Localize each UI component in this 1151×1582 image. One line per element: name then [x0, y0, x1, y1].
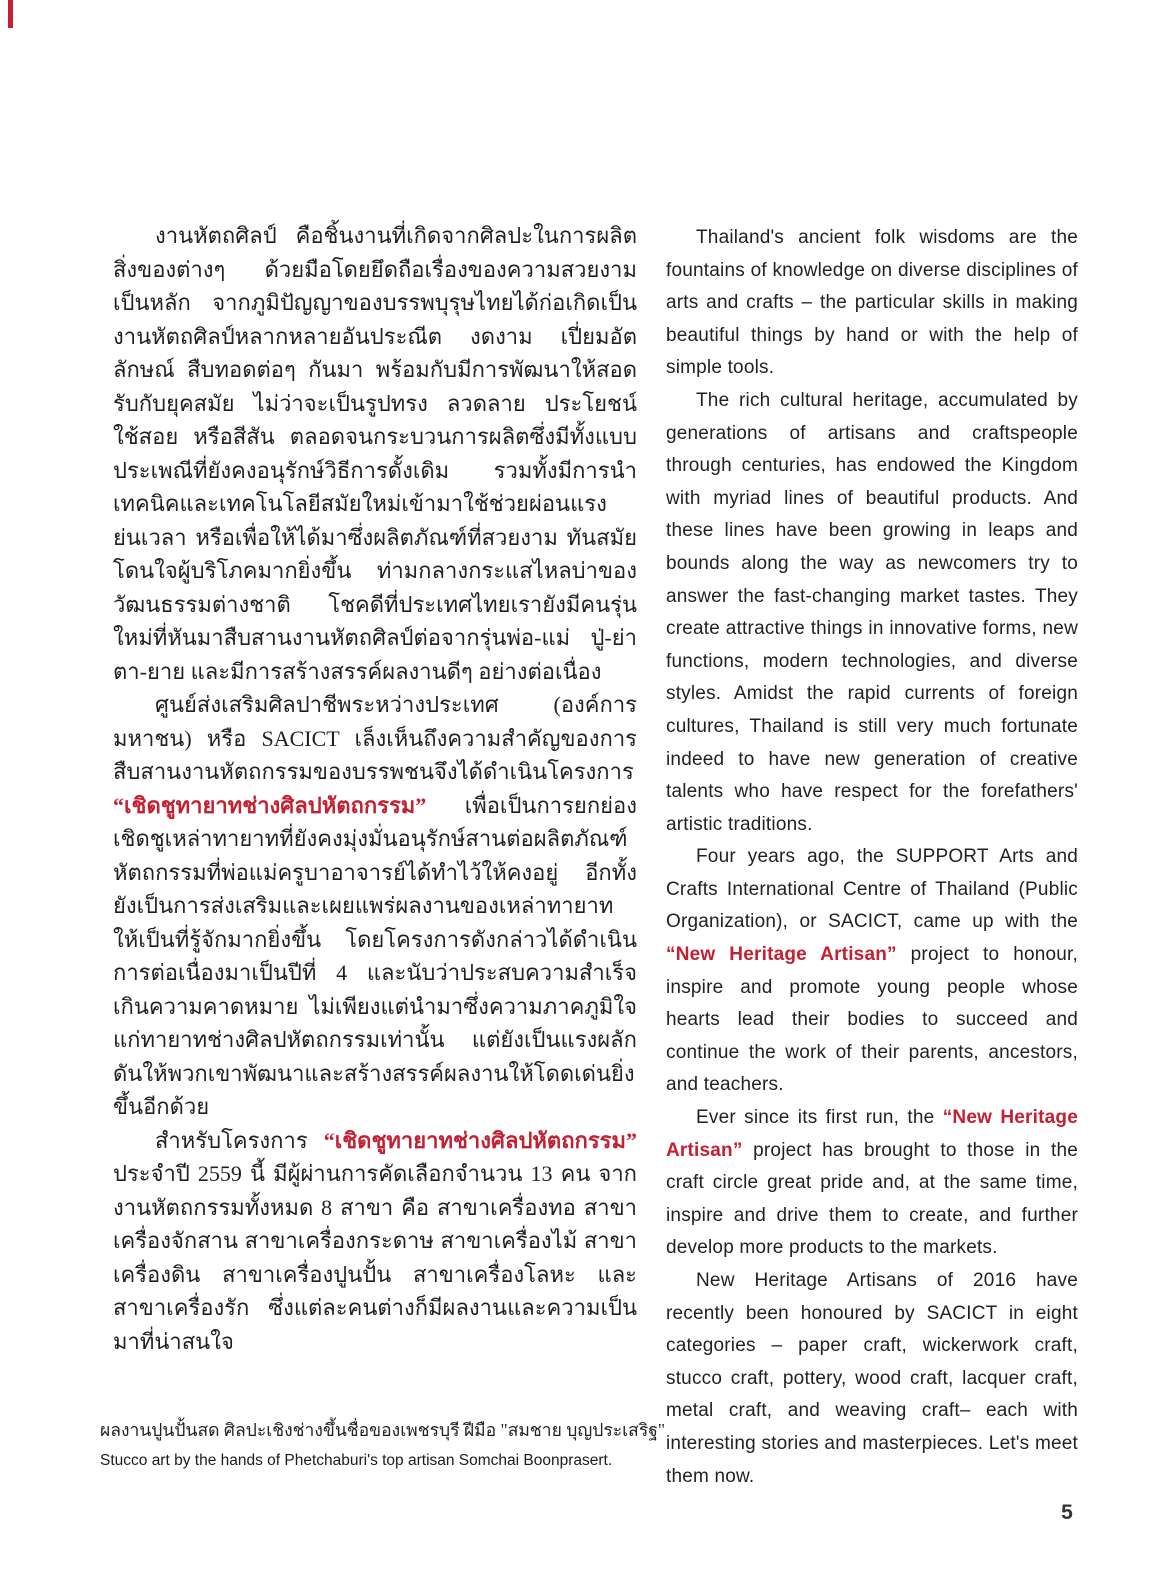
- english-column: [666, 222, 1078, 1493]
- paragraph: [666, 385, 1078, 841]
- text-segment: สำหรับโครงการ: [155, 1127, 324, 1153]
- paragraph: [666, 841, 1078, 1102]
- caption-thai: ผลงานปูนปั้นสด ศิลปะเชิงช่างขึ้นชื่อของเพชรบุรี ฝีมือ "สมชาย บุญประเสริฐ": [100, 1420, 666, 1440]
- text-segment: Four years ago, the SUPPORT Arts and Crafts International Centre of Thailand (Public Organization), or SACICT, came up with the: [666, 846, 1078, 933]
- red-tick-mark: [8, 0, 13, 28]
- highlighted-phrase: “เชิดชูทายาทช่างศิลปหัตถกรรม”: [113, 792, 427, 818]
- paragraph: [666, 1265, 1078, 1493]
- thai-column: [113, 219, 637, 1358]
- text-segment: Ever since its first run, the: [696, 1107, 943, 1129]
- text-segment: ประจำปี 2559 นี้ มีผู้ผ่านการคัดเลือกจำนวน 13 คน จากงานหัตถกรรมทั้งหมด 8 สาขา คือ สาขาเครื่องทอ สาขาเครื่องจักสาน สาขาเครื่องกระดาษ สาขาเครื่องไม้ สาขาเครื่องดิน สาขาเครื่องปูนปั้น สาขาเครื่องโลหะ และสาขาเครื่องรัก ซึ่งแต่ละคนต่างก็มีผลงานและความเป็นมาที่น่าสนใจ: [113, 1161, 637, 1354]
- paragraph: [113, 688, 637, 1124]
- text-segment: New Heritage Artisans of 2016 have recently been honoured by SACICT in eight categories – paper craft, wickerwork craft, stucco craft, pottery, wood craft, lacquer craft, metal craft, and weaving craft– each with interesting stories and masterpieces. Let's meet them now.: [666, 1270, 1078, 1487]
- text-segment: Thailand's ancient folk wisdoms are the fountains of knowledge on diverse disciplines of arts and crafts – the particular skills in making beautiful things by hand or with the help of simple tools.: [666, 227, 1078, 379]
- text-segment: project to honour, inspire and promote young people whose hearts lead their bodies to succeed and continue the work of their parents, ancestors, and teachers.: [666, 944, 1079, 1096]
- highlighted-phrase: “เชิดชูทายาทช่างศิลปหัตถกรรม”: [323, 1127, 637, 1153]
- text-segment: The rich cultural heritage, accumulated by generations of artisans and craftspeople through centuries, has endowed the Kingdom with myriad lines of beautiful products. And these lines have been growing in leaps and bounds along the way as newcomers try to answer the fast-changing market tastes. They create attractive things in innovative forms, new functions, modern technologies, and diverse styles. Amidst the rapid currents of foreign cultures, Thailand is still very much fortunate indeed to have new generation of creative talents who have respect for the forefathers' artistic traditions.: [666, 389, 1078, 835]
- paragraph: [113, 1124, 637, 1359]
- caption-english: Stucco art by the hands of Phetchaburi's top artisan Somchai Boonprasert.: [100, 1452, 613, 1469]
- text-segment: project has brought to those in the craft circle great pride and, at the same time, inspire and drive them to create, and further develop more products to the markets.: [666, 1139, 1078, 1259]
- highlighted-phrase: “New Heritage Artisan”: [666, 944, 897, 966]
- paragraph: [666, 1102, 1078, 1265]
- paragraph: [113, 219, 637, 688]
- text-segment: งานหัตถศิลป์ คือชิ้นงานที่เกิดจากศิลปะในการผลิตสิ่งของต่างๆ ด้วยมือโดยยึดถือเรื่องของความสวยงามเป็นหลัก จากภูมิปัญญาของบรรพบุรุษไทยได้ก่อเกิดเป็นงานหัตถศิลป์หลากหลายอันประณีต งดงาม เปี่ยมอัตลักษณ์ สืบทอดต่อๆ กันมา พร้อมกับมีการพัฒนาให้สอดรับกับยุคสมัย ไม่ว่าจะเป็นรูปทรง ลวดลาย ประโยชน์ใช้สอย หรือสีสัน ตลอดจนกระบวนการผลิตซึ่งมีทั้งแบบประเพณีที่ยังคงอนุรักษ์วิธีการดั้งเดิม รวมทั้งมีการนำเทคนิคและเทคโนโลยีสมัยใหม่เข้ามาใช้ช่วยผ่อนแรง ย่นเวลา หรือเพื่อให้ได้มาซึ่งผลิตภัณฑ์ที่สวยงาม ทันสมัย โดนใจผู้บริโภคมากยิ่งขึ้น ท่ามกลางกระแสไหลบ่าของวัฒนธรรมต่างชาติ โชคดีที่ประเทศไทยเรายังมีคนรุ่นใหม่ที่หันมาสืบสานงานหัตถศิลป์ต่อจากรุ่นพ่อ-แม่ ปู่-ย่า ตา-ยาย และมีการสร้างสรรค์ผลงานดีๆ อย่างต่อเนื่อง: [113, 223, 637, 684]
- text-segment: เพื่อเป็นการยกย่องเชิดชูเหล่าทายาทที่ยังคงมุ่งมั่นอนุรักษ์สานต่อผลิตภัณฑ์หัตถกรรมที่พ่อแม่ครูบาอาจารย์ได้ทำไว้ให้คงอยู่ อีกทั้งยังเป็นการส่งเสริมและเผยแพร่ผลงานของเหล่าทายาทให้เป็นที่รู้จักมากยิ่งขึ้น โดยโครงการดังกล่าวได้ดำเนินการต่อเนื่องมาเป็นปีที่ 4 และนับว่าประสบความสำเร็จเกินความคาดหมาย ไม่เพียงแต่นำมาซึ่งความภาคภูมิใจแก่ทายาทช่างศิลปหัตถกรรมเท่านั้น แต่ยังเป็นแรงผลักดันให้พวกเขาพัฒนาและสร้างสรรค์ผลงานให้โดดเด่นยิ่งขึ้นอีกด้วย: [113, 792, 637, 1119]
- paragraph: [666, 222, 1078, 385]
- photo-caption: [100, 1414, 720, 1475]
- highlighted-phrase: “New Heritage Artisan”: [666, 1107, 1078, 1161]
- page-number: 5: [1061, 1501, 1073, 1524]
- text-segment: ศูนย์ส่งเสริมศิลปาชีพระหว่างประเทศ (องค์การมหาชน) หรือ SACICT เล็งเห็นถึงความสำคัญของการสืบสานงานหัตถกรรมของบรรพชนจึงได้ดำเนินโครงการ: [113, 692, 637, 784]
